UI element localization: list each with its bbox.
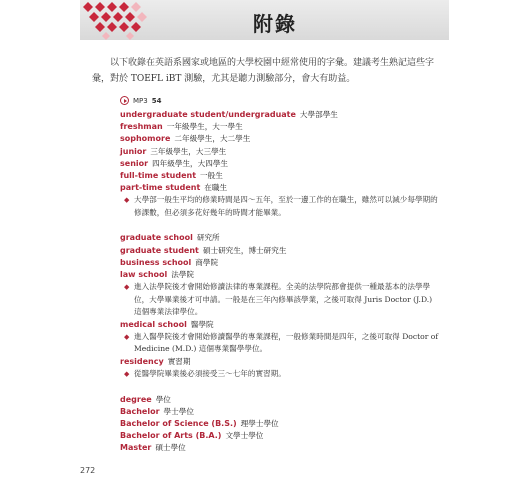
vocab-gloss: 學位: [155, 394, 171, 404]
vocab-gloss: 三年級學生，大三學生: [150, 146, 227, 156]
vocab-term: Bachelor: [120, 406, 160, 416]
vocab-group-student-levels: [120, 109, 440, 219]
vocab-group-degrees: [120, 394, 440, 455]
vocab-term: part-time student: [120, 183, 201, 193]
diamond-bullet-icon: ◆: [124, 332, 130, 341]
vocab-term: Bachelor of Science (B.S.): [120, 419, 237, 429]
vocab-term: senior: [120, 158, 149, 168]
vocab-entry: [120, 269, 440, 281]
vocab-note-text: 進入醫學院後才會開始修讀醫學的專業課程，一般修業時間是四年，之後可取得 Doctor of Medicine (M.D.) 這個專業醫學學位。: [134, 331, 439, 354]
vocab-entry: [120, 394, 440, 406]
vocab-term: Bachelor of Arts (B.A.): [120, 431, 222, 441]
vocab-entry: [120, 430, 440, 442]
vocab-term: law school: [120, 270, 168, 280]
vocab-term: freshman: [120, 122, 163, 132]
vocab-gloss: 理學士學位: [240, 419, 279, 429]
vocab-term: graduate student: [120, 245, 199, 255]
vocabulary-list: [120, 109, 440, 468]
vocab-entry: [120, 356, 440, 368]
vocab-term: degree: [120, 394, 152, 404]
vocab-entry: [120, 232, 440, 244]
vocab-entry: [120, 245, 440, 257]
vocab-note-text: 進入法學院後才會開始修讀法律的專業課程。全美的法學院都會提供一種最基本的法學學位，大學畢業後才可申請。一般是在三年內修畢該學業，之後可取得 Juris Doctor (J.D.) 這個專業法律學位。: [134, 282, 433, 317]
vocab-entry: [120, 133, 440, 145]
vocab-note-text: 從醫學院畢業後必須接受三～七年的實習期。: [134, 369, 286, 379]
vocab-entry: [120, 257, 440, 269]
vocab-term: sophomore: [120, 134, 171, 144]
vocab-entry: [120, 158, 440, 170]
vocab-note: [120, 331, 440, 356]
mp3-track-number: 54: [151, 96, 162, 105]
vocab-gloss: 醫學院: [190, 319, 214, 329]
vocab-entry: [120, 170, 440, 182]
vocab-entry: [120, 418, 440, 430]
vocab-gloss: 大學部學生: [299, 110, 338, 119]
vocab-gloss: 二年級學生，大二學生: [174, 134, 251, 144]
diamond-pattern-decoration: [80, 0, 150, 40]
vocab-entry: [120, 146, 440, 158]
vocab-gloss: 碩士學位: [155, 443, 186, 453]
vocab-gloss: 研究所: [196, 233, 220, 243]
diamond-bullet-icon: ◆: [124, 283, 130, 292]
vocab-gloss: 在職生: [204, 183, 228, 193]
vocab-term: full-time student: [120, 171, 197, 181]
vocab-term: undergraduate student/undergraduate: [120, 110, 296, 119]
diamond-bullet-icon: ◆: [124, 370, 130, 379]
page-number: 272: [80, 466, 96, 475]
vocab-group-schools: [120, 232, 440, 380]
mp3-prefix: MP3: [133, 96, 148, 105]
vocab-term: residency: [120, 356, 164, 366]
vocab-note: [120, 281, 440, 319]
vocab-gloss: 碩士研究生，博士研究生: [202, 245, 287, 255]
intro-paragraph: 以下收錄在英語系國家或地區的大學校園中經常使用的字彙。建議考生熟記這些字彙，對於 TOEFL iBT 測驗，尤其是聽力測驗部分，會大有助益。: [92, 58, 435, 84]
vocab-gloss: 實習期: [167, 356, 191, 366]
vocab-gloss: 學士學位: [163, 406, 194, 416]
mp3-track-label[interactable]: [120, 96, 161, 105]
vocab-entry: [120, 121, 440, 133]
vocab-gloss: 一般生: [200, 171, 223, 181]
vocab-term: business school: [120, 257, 192, 267]
vocab-term: medical school: [120, 319, 187, 329]
vocab-entry: [120, 182, 440, 194]
vocab-note: [120, 194, 440, 219]
vocab-entry: [120, 319, 440, 331]
page-title: 附錄: [253, 12, 297, 36]
vocab-gloss: 文學士學位: [225, 431, 264, 441]
vocab-term: junior: [120, 146, 147, 156]
diamond-bullet-icon: ◆: [124, 196, 130, 205]
vocab-note: [120, 368, 440, 381]
vocab-gloss: 四年級學生，大四學生: [152, 158, 229, 168]
vocab-entry: [120, 442, 440, 454]
vocab-term: graduate school: [120, 233, 193, 243]
vocab-gloss: 一年級學生，大一學生: [166, 122, 243, 132]
vocab-gloss: 商學院: [195, 257, 219, 267]
vocab-note-text: 大學部一般生平均的修業時間是四～五年，至於一邊工作的在職生，雖然可以減少每學期的修課數，但必須多花好幾年的時間才能畢業。: [134, 195, 438, 217]
audio-play-icon[interactable]: [120, 96, 129, 105]
vocab-gloss: 法學院: [171, 270, 195, 280]
vocab-entry: [120, 109, 440, 121]
vocab-term: Master: [120, 443, 152, 453]
vocab-entry: [120, 406, 440, 418]
